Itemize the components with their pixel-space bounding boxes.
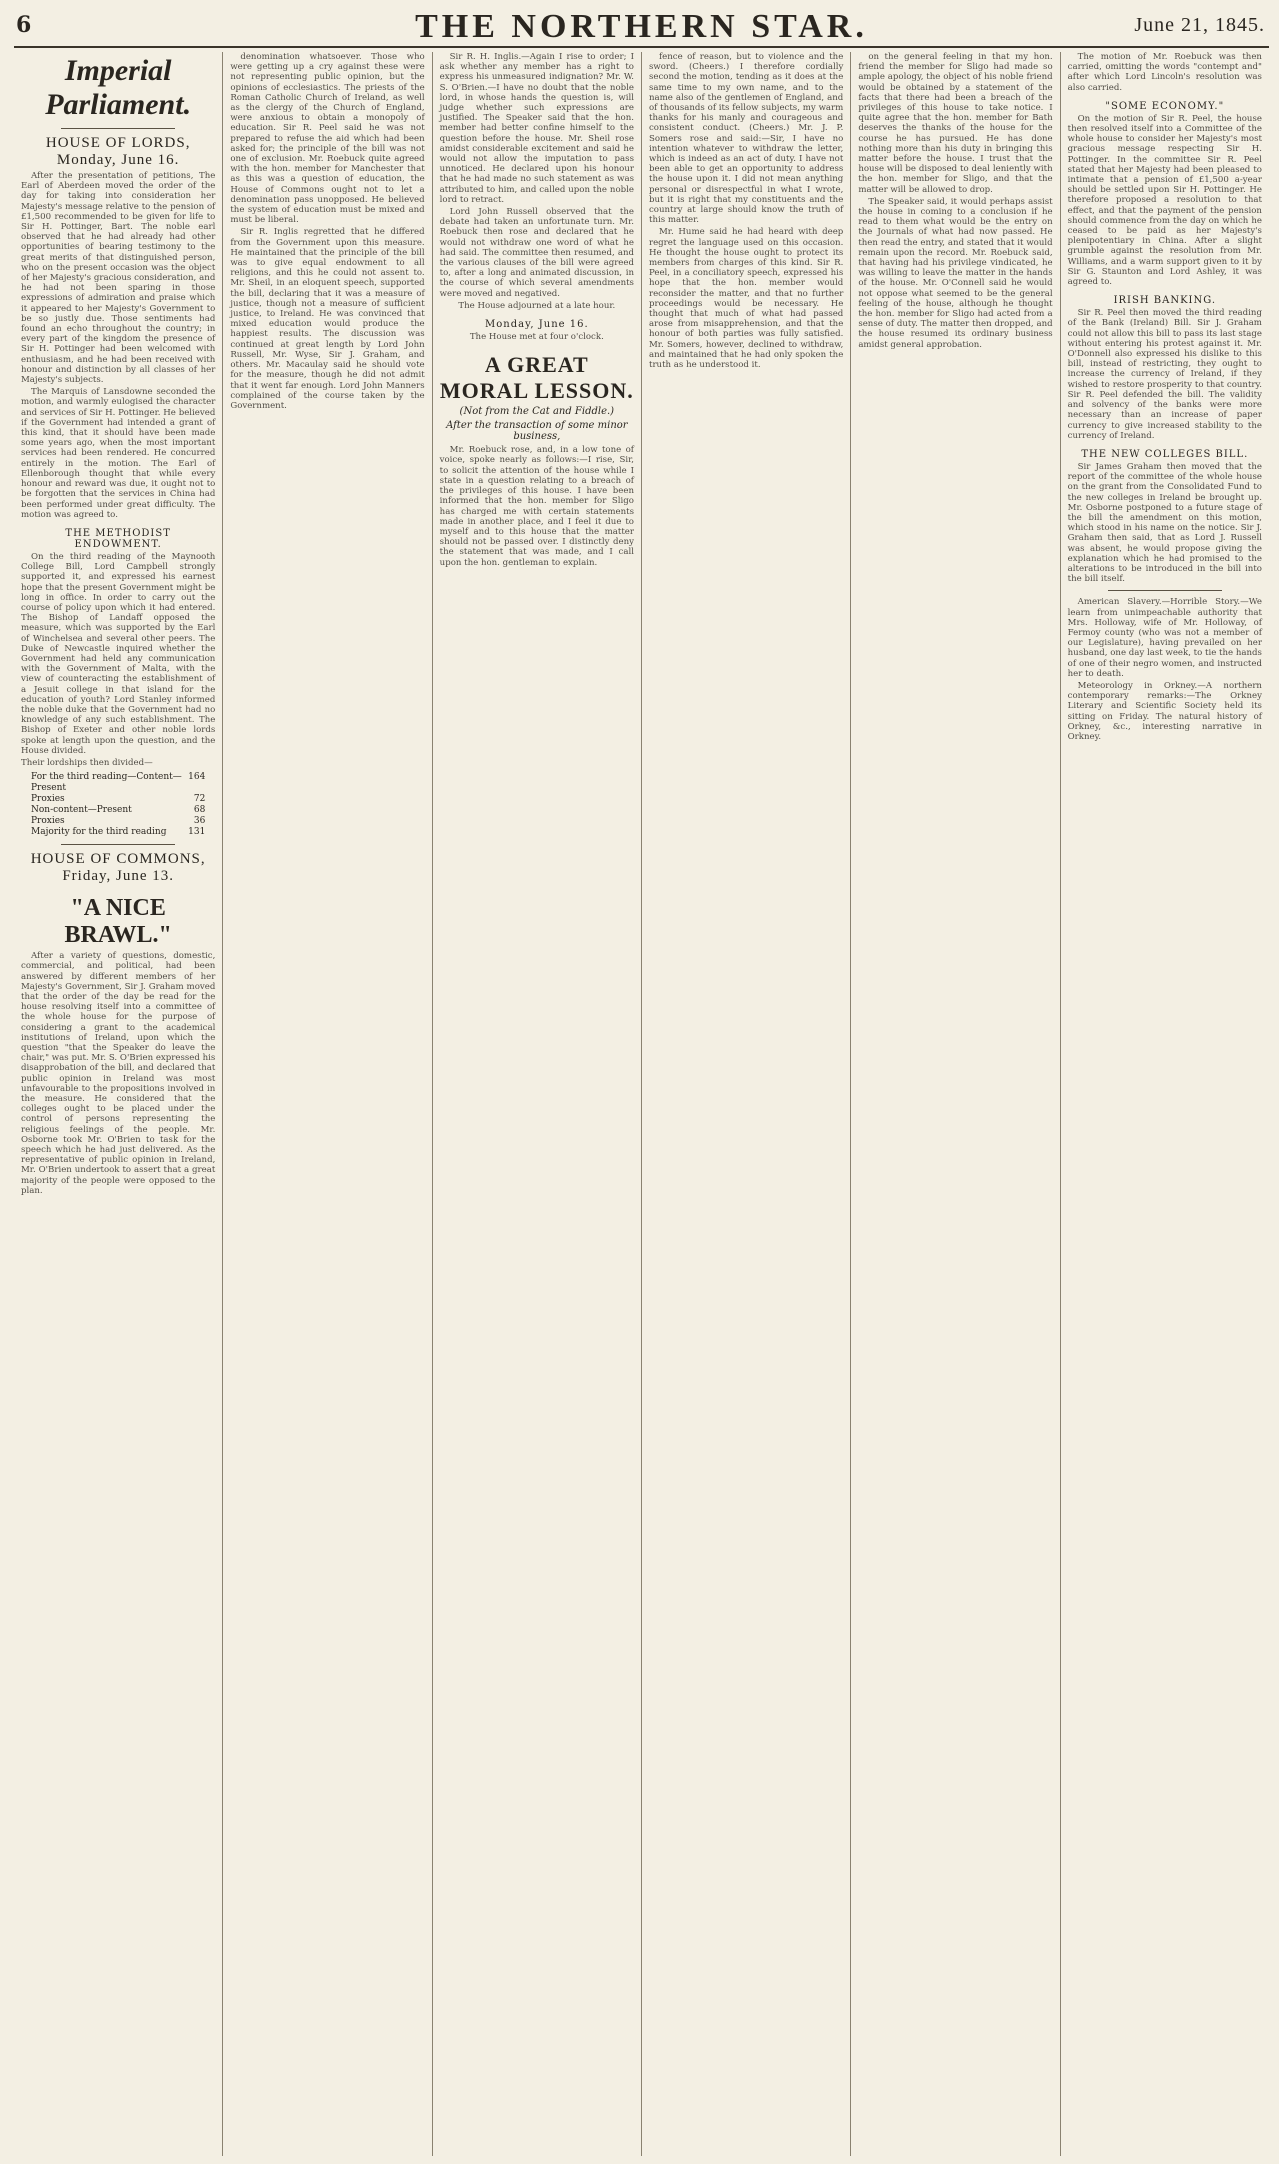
article-text: denomination whatsoever. Those who were getting up a cry against these were not representing public opinion, but the opinions of ecclesiastics. The priests of the Roman Catholic Church of Ireland, as well as the clergy of the Church of England, were anxious to obtain a monopoly of education. Sir R. Peel said he was not prepared to refuse the aid which had been asked for; the principle of the bill was not one of exclusion. Mr. Roebuck quite agreed with the hon. member for Manchester that as this was a question of education, the House of Commons ought not to let a denomination pass unopposed. He believed the system of education must be mixed and must be liberal. — [230, 52, 425, 226]
division-list — [21, 772, 215, 838]
column-1 — [14, 52, 223, 2156]
article-text: Mr. Roebuck rose, and, in a low tone of voice, spoke nearly as follows:—I rise, Sir, to solicit the attention of the house while I state in a question relating to a breach of the privileges of this house. I have been informed that the hon. member for Sligo has charged me with certain statements made in another place, and I feel it due to myself and to this house that the matter should not be passed over. I distinctly deny the statement that was made, and I call upon the hon. gentleman to explain. — [439, 445, 634, 568]
division-row: For the third reading—Content—Present 164 — [31, 772, 206, 794]
divider — [1108, 590, 1222, 591]
lesson-subheading: (Not from the Cat and Fiddle.) — [459, 406, 615, 418]
division-label: Their lordships then divided— — [21, 757, 153, 768]
lesson-subheading-2: After the transaction of some minor business, — [446, 420, 628, 443]
article-text: Meteorology in Orkney.—A northern contemporary remarks:—The Orkney Literary and Scientific Society held its sitting on Friday. The natural history of Orkney, &c., interesting narrative in Orkney. — [1067, 680, 1262, 742]
adjourn-note: The House adjourned at a late hour. — [458, 300, 616, 311]
economy-heading: "SOME ECONOMY." — [1105, 100, 1225, 112]
article-text: Sir R. Peel then moved the third reading of the Bank (Ireland) Bill. Sir J. Graham could not allow this bill to pass its last stage without entering his protest against it. Mr. O'Donnell also expressed his dislike to this bill, instead of restricting, they ought to increase the currency of Ireland, if they wished to restore prosperity to that country. Sir R. Peel defended the bill. The validity and solvency of the banks were more necessary than an increase of paper currency to give increased stability to the currency of Ireland. — [1067, 308, 1262, 441]
columns — [14, 52, 1269, 2156]
article-text: on the general feeling in that my hon. friend the member for Sligo had made so ample apology, the object of his noble friend would be obtained by a statement of the facts that there had been a breach of the privileges of this house to take notice. I quite agree that the hon. member for Bath deserves the thanks of the house for the course he has pursued. He has done nothing more than his duty in bringing this matter before the house. I trust that the house will be disposed to deal leniently with the hon. member for Sligo, and that the matter will be allowed to drop. — [858, 52, 1053, 195]
article-text: Mr. Hume said he had heard with deep regret the language used on this occasion. He thought the house ought to protect its members from charges of this kind. Sir R. Peel, in a conciliatory speech, expressed his hope that the hon. member would reconsider the matter, and that no further proceedings would be necessary. He thought that much of what had passed arose from misapprehension, and that the honour of both parties was fully satisfied. Mr. Somers, however, declined to withdraw, and maintained that he had only spoken the truth as he understood it. — [648, 227, 844, 371]
monday-heading: Monday, June 16. — [485, 319, 589, 331]
article-text: On the third reading of the Maynooth College Bill, Lord Campbell strongly supported it, and expressed his earnest hope that the present Government might be long in office. In order to carry out the course of policy upon which it had entered. The Bishop of Landaff opposed the measure, which was supported by the Earl of Winchelsea and several other peers. The Duke of Newcastle inquired whether the Government had held any communication with the Government of Malta, with the view of counteracting the establishment of a Jesuit college in that island for the education of youth? Lord Stanley informed the noble duke that the Government had no knowledge of any such establishment. The Bishop of Exeter and other noble lords spoke at length upon the question, and the House divided. — [21, 551, 216, 756]
article-text: After the presentation of petitions, The Earl of Aberdeen moved the order of the day for taking into consideration her Majesty's message relative to the pension of £1,500 recommended to be given for life to Sir H. Pottinger, Bart. The noble earl observed that he had already had other opportunities of bearing testimony to the great merits of that distinguished person, who on the present occasion was the object of her Majesty's gracious consideration, and he had not been sparing in those expressions of admiration and praise which it appeared to her Majesty's Government to be so justly due. Those sentiments had found an echo throughout the country; in every part of the kingdom the presence of Sir H. Pottinger had been welcomed with enthusiasm, and he had been received with honour and distinction by all classes of her Majesty's subjects. — [21, 171, 216, 386]
article-text: On the motion of Sir R. Peel, the house then resolved itself into a Committee of the whole house to consider her Majesty's most gracious message respecting Sir H. Pottinger. In the committee Sir R. Peel stated that her Majesty had been pleased to intimate that a pension of £1,500 a-year should be settled upon Sir H. Pottinger. He therefore proposed a resolution to that effect, and that the payment of the pension should commence from the day on which he ceased to be paid as her Majesty's plenipotentiary in China. After a slight grumble against the resolution from Mr. Williams, and a warm support given to it by Sir G. Staunton and Lord Ashley, it was agreed to. — [1067, 113, 1262, 288]
article-text: Sir R. H. Inglis.—Again I rise to order; I ask whether any member has a right to express his unmeasured indignation? Mr. W. S. O'Brien.—I have no doubt that the noble lord, in whose hands the question is, will judge whether such expressions are justified. The Speaker said that the hon. member had better confine himself to the question before the house. Mr. Sheil rose amidst considerable excitement and said he would not allow the imputation to pass unnoticed. He declared upon his honour that he had made no such statement as was attributed to him, and called upon the noble lord to retract. — [439, 52, 634, 205]
article-text: fence of reason, but to violence and the sword. (Cheers.) I therefore cordially second the motion, tending as it does at the same time to my own name, and to the name also of the gentlemen of England, and of thousands of its fellow subjects, my warm thanks for his manly and courageous and consistent conduct. (Cheers.) Mr. J. P. Somers rose and said:—Sir, I have no intention whatever to withdraw the letter, which is indeed as an act of duty. I have not been able to get an opportunity to address the house upon it. I did not mean anything personal or disrespectful in what I wrote, but it is right that my constituents and the country at large should know the truth of this matter. — [648, 52, 844, 226]
division-row: Proxies 36 — [31, 816, 206, 827]
column-4 — [642, 52, 851, 2156]
masthead — [14, 6, 1269, 48]
lords-heading: HOUSE OF LORDS, Monday, June 16. — [45, 135, 191, 168]
division-row: Proxies 72 — [31, 794, 206, 805]
article-text: American Slavery.—Horrible Story.—We learn from unimpeachable authority that Mrs. Holloway, wife of Mr. Holloway, of Fermoy county (who was not a member of our Legislature), having prevailed on her husband, one day last week, to tie the hands of one of their negro women, and instructed her to death. — [1067, 597, 1262, 679]
article-text: Lord John Russell observed that the debate had taken an unfortunate turn. Mr. Roebuck then rose and declared that he would not withdraw one word of what he had said. The committee then resumed, and the various clauses of the bill were agreed to, after a long and animated discussion, in the course of which several amendments were moved and negatived. — [439, 207, 634, 299]
divider — [61, 128, 175, 129]
article-text: After a variety of questions, domestic, commercial, and political, had been answered by different members of her Majesty's Government, Sir J. Graham moved that the order of the day be read for the house resolving itself into a committee of the whole house for the purpose of considering a grant to the academical institutions of Ireland, upon which the question "that the Speaker do leave the chair," was put. Mr. S. O'Brien expressed his disapprobation of the bill, and declared that public opinion in Ireland was most unfavourable to the propositions involved in the measure. He considered that the colleges ought to be placed under the control of persons representing the religious feelings of the people. Mr. Osborne took Mr. O'Brien to task for the speech which he had just delivered. As the representative of public opinion in Ireland, Mr. O'Brien undertook to assert that a great majority of the people were opposed to the plan. — [21, 951, 216, 1196]
newspaper-page — [14, 6, 1269, 2156]
lesson-heading: A GREAT MORAL LESSON. — [439, 352, 634, 404]
newspaper-title: THE NORTHERN STAR. — [415, 8, 868, 45]
divider — [61, 844, 175, 845]
issue-date: June 21, 1845. — [1134, 14, 1265, 36]
article-text: The motion of Mr. Roebuck was then carried, omitting the words "contempt and" after which Lord Lincoln's resolution was also carried. — [1067, 52, 1262, 93]
division-row: Majority for the third reading 131 — [31, 827, 206, 838]
article-text: Sir R. Inglis regretted that he differed from the Government upon this measure. He maintained that the principle of the bill was to give equal endowment to all religions, and this he could not assent to. Mr. Sheil, in an eloquent speech, supported the bill, declaring that it was a measure of justice, though not a measure of sufficient justice, to Ireland. He was convinced that mixed education would produce the happiest results. The discussion was continued at great length by Lord John Russell, Mr. Wyse, Sir J. Graham, and others. Mr. Macaulay said he should vote for the measure, though he did not admit that it went far enough. Lord John Manners complained of the course taken by the Government. — [230, 227, 425, 411]
quote-heading: "A NICE BRAWL." — [64, 895, 172, 949]
methodist-heading: THE METHODIST ENDOWMENT. — [65, 527, 171, 550]
column-5 — [851, 52, 1060, 2156]
article-text: The Speaker said, it would perhaps assist the house in coming to a conclusion if he read to them what would be the entry on the Journals of what had now passed. He then read the entry, and stated that it would remain upon the record. Mr. Roebuck said, that having had his privilege vindicated, he was willing to leave the matter in the hands of the house. Mr. O'Connell said he would not oppose what seemed to be the general feeling of the house, although he thought the hon. member for Sligo had acted from a sense of duty. The matter then dropped, and the house resumed its ordinary business amidst general approbation. — [858, 196, 1053, 350]
column-6 — [1061, 52, 1269, 2156]
column-3 — [433, 52, 642, 2156]
commons-heading: HOUSE OF COMMONS, Friday, June 13. — [30, 851, 206, 885]
article-text: The Marquis of Lansdowne seconded the motion, and warmly eulogised the character and services of Sir H. Pottinger. He believed if the Government had intended a grant of this kind, that it should have been made some years ago, when the most important services had been rendered. He concurred entirely in the motion. The Earl of Ellenborough thought that while every honour and reward was due, it ought not to be forgotten that the services in China had been performed under great difficulty. The motion was agreed to. — [21, 387, 216, 520]
banking-heading: IRISH BANKING. — [1113, 295, 1217, 307]
column-2 — [223, 52, 432, 2156]
division-row: Non-content—Present 68 — [31, 805, 206, 816]
article-text: The House met at four o'clock. — [469, 332, 604, 343]
page-number: 6 — [16, 12, 32, 38]
section-title: Imperial Parliament. — [45, 54, 192, 121]
colleges-heading: THE NEW COLLEGES BILL. — [1081, 448, 1249, 460]
article-text: Sir James Graham then moved that the report of the committee of the whole house on the grant from the Consolidated Fund to the new colleges in Ireland be brought up. Mr. Osborne postponed to a future stage of the bill the amendment on this motion, which stood in his name on the notice. Sir J. Graham then said, that as Lord J. Russell was absent, he would propose giving the explanation which he had promised to the alterations to be introduced in the bill into the bill itself. — [1067, 461, 1262, 585]
